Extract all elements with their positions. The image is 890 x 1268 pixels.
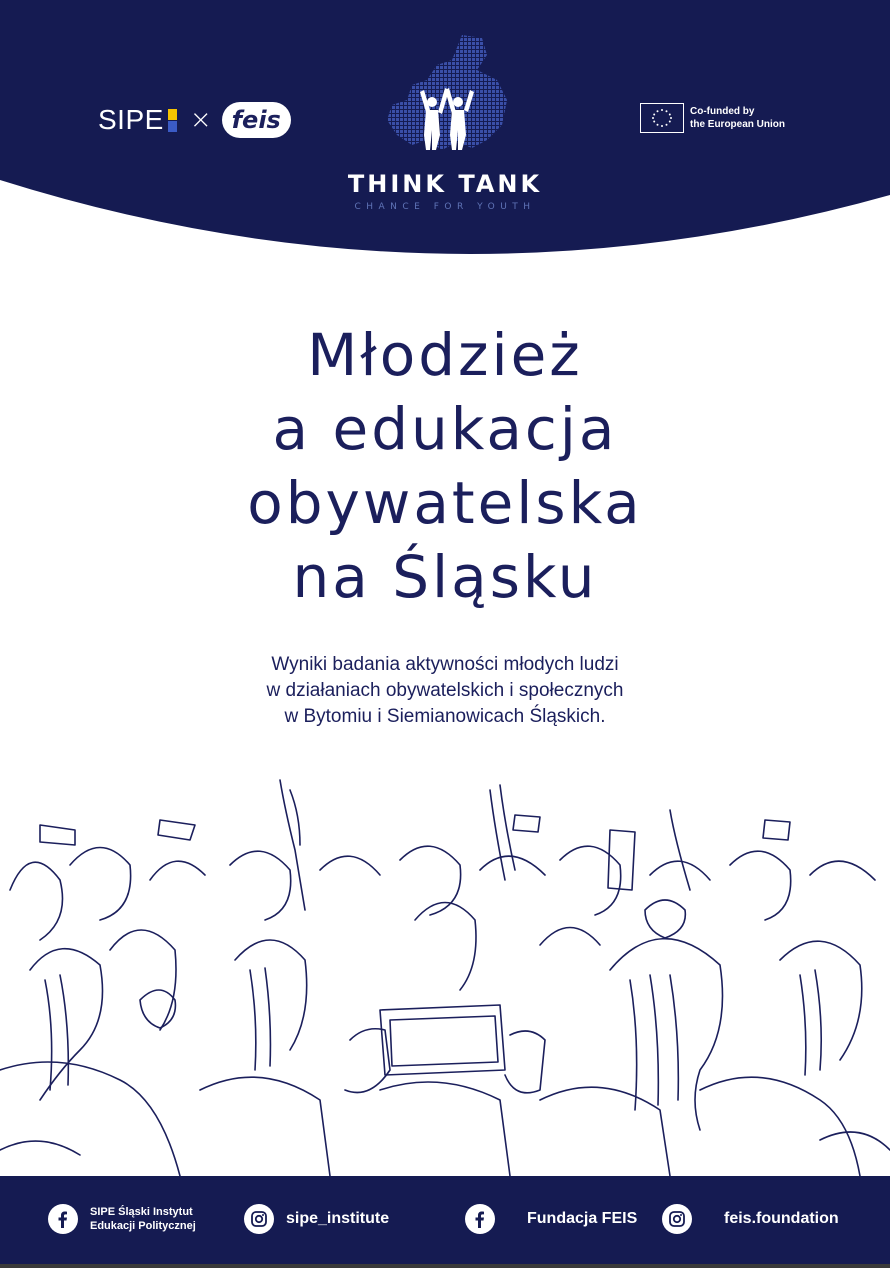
title-line-1: Młodzież xyxy=(307,321,583,389)
subtitle-line-1: Wyniki badania aktywności młodych ludzi xyxy=(271,654,619,675)
header-banner xyxy=(0,0,890,260)
instagram-icon xyxy=(244,1204,274,1234)
eu-label-line1: Co-funded by xyxy=(690,106,755,117)
eu-label-line2: the European Union xyxy=(690,119,785,130)
footer-label-sipe-instagram: sipe_institute xyxy=(286,1210,390,1227)
title-line-2: a edukacja xyxy=(272,395,618,463)
title-line-3: obywatelska xyxy=(247,469,643,537)
eu-funding-label xyxy=(690,105,785,131)
eu-flag-icon xyxy=(640,103,684,133)
bottom-edge xyxy=(0,1264,890,1268)
partner-logos xyxy=(98,98,291,142)
report-subtitle xyxy=(0,652,890,730)
eu-funding-badge xyxy=(640,103,785,133)
footer-link-feis-facebook[interactable] xyxy=(465,1204,637,1234)
facebook-icon xyxy=(48,1204,78,1234)
sipe-logo: SIPE xyxy=(98,104,164,135)
title-line-4: na Śląsku xyxy=(292,543,598,611)
footer-label-sipe xyxy=(90,1205,196,1233)
footer-label-feis-instagram: feis.foundation xyxy=(724,1210,839,1227)
think-tank-logo xyxy=(312,30,578,220)
feis-logo: feis xyxy=(222,102,291,138)
footer-link-feis-instagram[interactable] xyxy=(662,1204,839,1234)
footer-label-sipe-line2: Edukacji Politycznej xyxy=(90,1220,196,1232)
footer-link-sipe-facebook[interactable] xyxy=(48,1204,196,1234)
sipe-logo-mark xyxy=(168,107,180,133)
project-title: THINK TANK xyxy=(347,170,543,198)
footer-label-feis: Fundacja FEIS xyxy=(527,1210,638,1227)
subtitle-line-2: w działaniach obywatelskich i społecznych xyxy=(266,680,624,701)
instagram-icon xyxy=(662,1204,692,1234)
project-subtitle: CHANCE FOR YOUTH xyxy=(354,202,536,212)
crowd-illustration xyxy=(0,770,890,1176)
footer-label-sipe-line1: SIPE Śląski Instytut xyxy=(90,1206,193,1218)
subtitle-line-3: w Bytomiu i Siemianowicach Śląskich. xyxy=(284,706,606,727)
page-title xyxy=(0,318,890,614)
partner-separator: × xyxy=(189,105,212,135)
europe-map-icon xyxy=(312,30,578,170)
footer-link-sipe-instagram[interactable] xyxy=(244,1204,389,1234)
facebook-icon xyxy=(465,1204,495,1234)
footer-bar xyxy=(0,1176,890,1268)
